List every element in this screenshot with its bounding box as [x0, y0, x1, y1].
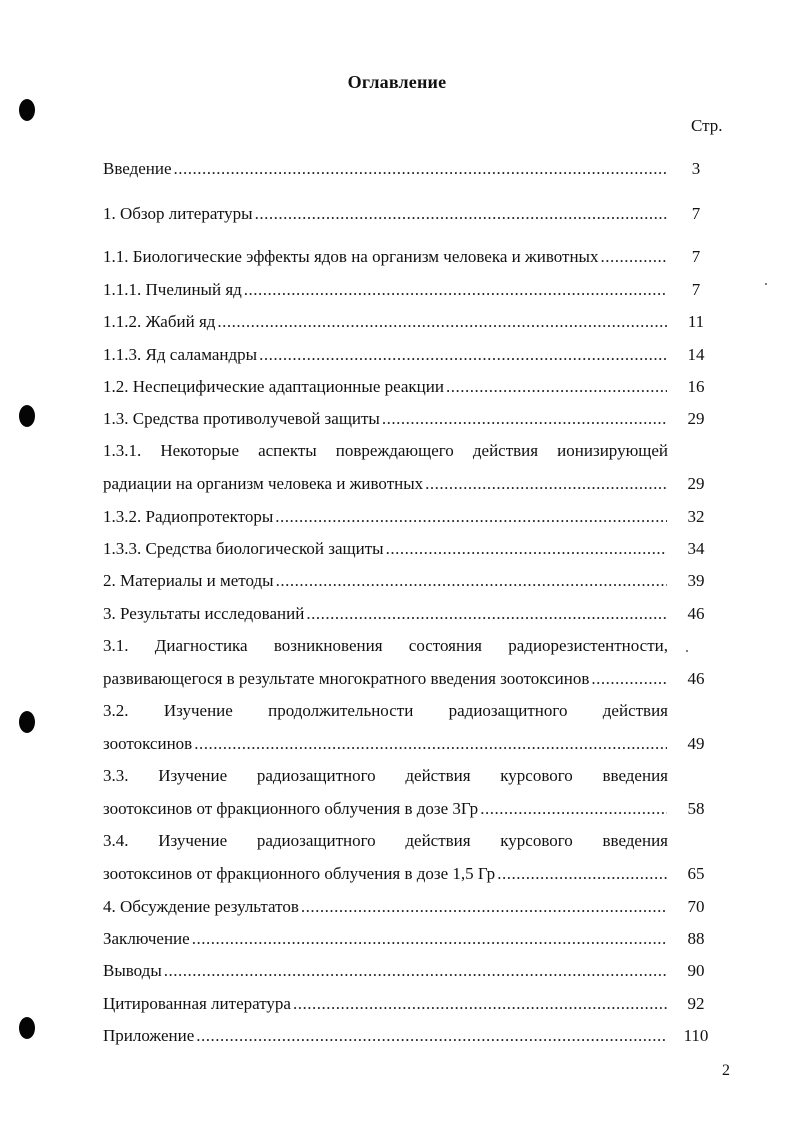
toc-entry-title: 3. Результаты исследований: [103, 604, 305, 623]
toc-entry-page: 3: [691, 159, 701, 178]
toc-entry-title: развивающегося в результате многократного введения зоотоксинов: [103, 669, 590, 688]
toc-entry: [103, 408, 723, 430]
dot-leader: [276, 570, 667, 592]
dot-leader: [244, 279, 667, 301]
toc-entry: [103, 960, 723, 982]
punch-hole: [19, 99, 35, 121]
toc-entry: [103, 311, 723, 333]
punch-hole: [19, 711, 35, 733]
page-number: 2: [722, 1062, 730, 1079]
toc-entry-title-line: 3.2. Изучение продолжительности радиозащитного действия: [103, 701, 668, 720]
toc-entry-page: 7: [691, 280, 701, 299]
toc-entry-page: 65: [687, 864, 705, 883]
dot-leader: [217, 311, 667, 333]
page-title: Оглавление: [347, 72, 447, 92]
toc-entry: [103, 1025, 723, 1047]
dot-leader: [293, 993, 667, 1015]
scan-speck: [765, 283, 767, 285]
toc-entry: [103, 928, 723, 950]
toc-entry: [103, 993, 723, 1015]
toc-entry-title: Цитированная литература: [103, 994, 291, 1013]
toc-entry-page: 88: [687, 929, 705, 948]
toc-entry: [103, 440, 723, 495]
toc-entry-title: 1.3. Средства противолучевой защиты: [103, 409, 380, 428]
toc-entry-title: зоотоксинов от фракционного облучения в дозе 1,5 Гр: [103, 864, 496, 883]
toc-entry-page: 16: [687, 377, 705, 396]
toc-entry-title: зоотоксинов: [103, 734, 193, 753]
toc-entry-title: радиации на организм человека и животных: [103, 474, 424, 493]
dot-leader: [174, 158, 667, 180]
toc-entry-title-line: 1.3.1. Некоторые аспекты повреждающего действия ионизирующей: [103, 441, 668, 460]
toc-entry: [103, 344, 723, 366]
dot-leader: [480, 798, 667, 820]
toc-entry: [103, 603, 723, 625]
toc-entry-title-line: 3.1. Диагностика возникновения состояния радиорезистентности,: [103, 636, 668, 655]
dot-leader: [275, 506, 667, 528]
toc-entry-page: 58: [687, 799, 705, 818]
toc-entry-page: 32: [687, 507, 705, 526]
dot-leader: [306, 603, 667, 625]
toc-entry-title: 1.2. Неспецифические адаптационные реакции: [103, 377, 444, 396]
toc-entry-page: 7: [691, 204, 701, 223]
dot-leader: [386, 538, 667, 560]
toc-entry: [103, 376, 723, 398]
toc-entry-page: 29: [687, 474, 705, 493]
toc-entry-title-line: 3.3. Изучение радиозащитного действия курсового введения: [103, 766, 668, 785]
toc-entry: [103, 506, 723, 528]
toc-entry-page: 34: [687, 539, 705, 558]
toc-entry-title: 1.1.3. Яд саламандры: [103, 345, 258, 364]
toc-entry-page: 39: [687, 571, 705, 590]
dot-leader: [591, 668, 667, 690]
punch-hole: [19, 1017, 35, 1039]
toc-entry-title: Приложение: [103, 1026, 195, 1045]
toc-entry-title: Выводы: [103, 961, 162, 980]
toc-entry-page: 70: [687, 897, 705, 916]
toc-entry-title: 4. Обсуждение результатов: [103, 897, 299, 916]
toc-entry-page: 49: [687, 734, 705, 753]
toc-entry-page: 14: [687, 345, 705, 364]
toc-entry-title: 1.1.2. Жабий яд: [103, 312, 216, 331]
toc-entry-title: 1.3.3. Средства биологической защиты: [103, 539, 384, 558]
toc-entry-title: Введение: [103, 159, 172, 178]
toc-entry: [103, 203, 723, 225]
toc-entry-page: 110: [683, 1026, 709, 1045]
toc-entry: [103, 570, 723, 592]
toc-entry-page: 29: [687, 409, 705, 428]
toc-entry-title: 1.3.2. Радиопротекторы: [103, 507, 274, 526]
dot-leader: [255, 203, 667, 225]
toc-entry: [103, 635, 723, 690]
dot-leader: [192, 928, 667, 950]
dot-leader: [196, 1025, 667, 1047]
toc-entry-title: зоотоксинов от фракционного облучения в дозе 3Гр: [103, 799, 479, 818]
toc-entry-title: 1. Обзор литературы: [103, 204, 253, 223]
toc-entry: [103, 830, 723, 885]
dot-leader: [194, 733, 667, 755]
dot-leader: [600, 246, 667, 268]
toc-entry: [103, 246, 723, 268]
toc-entry: [103, 700, 723, 755]
dot-leader: [164, 960, 667, 982]
dot-leader: [259, 344, 667, 366]
dot-leader: [497, 863, 667, 885]
dot-leader: [425, 473, 667, 495]
toc-entry: [103, 765, 723, 820]
toc-entry-page: 92: [687, 994, 705, 1013]
toc-entry: [103, 279, 723, 301]
toc-entry-title: 1.1.1. Пчелиный яд: [103, 280, 242, 299]
toc-entry-page: 46: [687, 669, 705, 688]
toc-entry-title: 2. Материалы и методы: [103, 571, 274, 590]
dot-leader: [382, 408, 667, 430]
dot-leader: [301, 896, 667, 918]
toc-entry: [103, 158, 723, 180]
dot-leader: [446, 376, 667, 398]
toc-entry: [103, 896, 723, 918]
toc-entry-page: 7: [691, 247, 701, 266]
toc-entry-page: 90: [687, 961, 705, 980]
toc-entry-page: 11: [687, 312, 705, 331]
page-column-label: Стр.: [691, 116, 723, 135]
toc-entry: [103, 538, 723, 560]
toc-entry-page: 46: [687, 604, 705, 623]
toc-entry-title-line: 3.4. Изучение радиозащитного действия курсового введения: [103, 831, 668, 850]
toc-entry-title: 1.1. Биологические эффекты ядов на организм человека и животных: [103, 247, 599, 266]
toc-entry-title: Заключение: [103, 929, 190, 948]
punch-hole: [19, 405, 35, 427]
